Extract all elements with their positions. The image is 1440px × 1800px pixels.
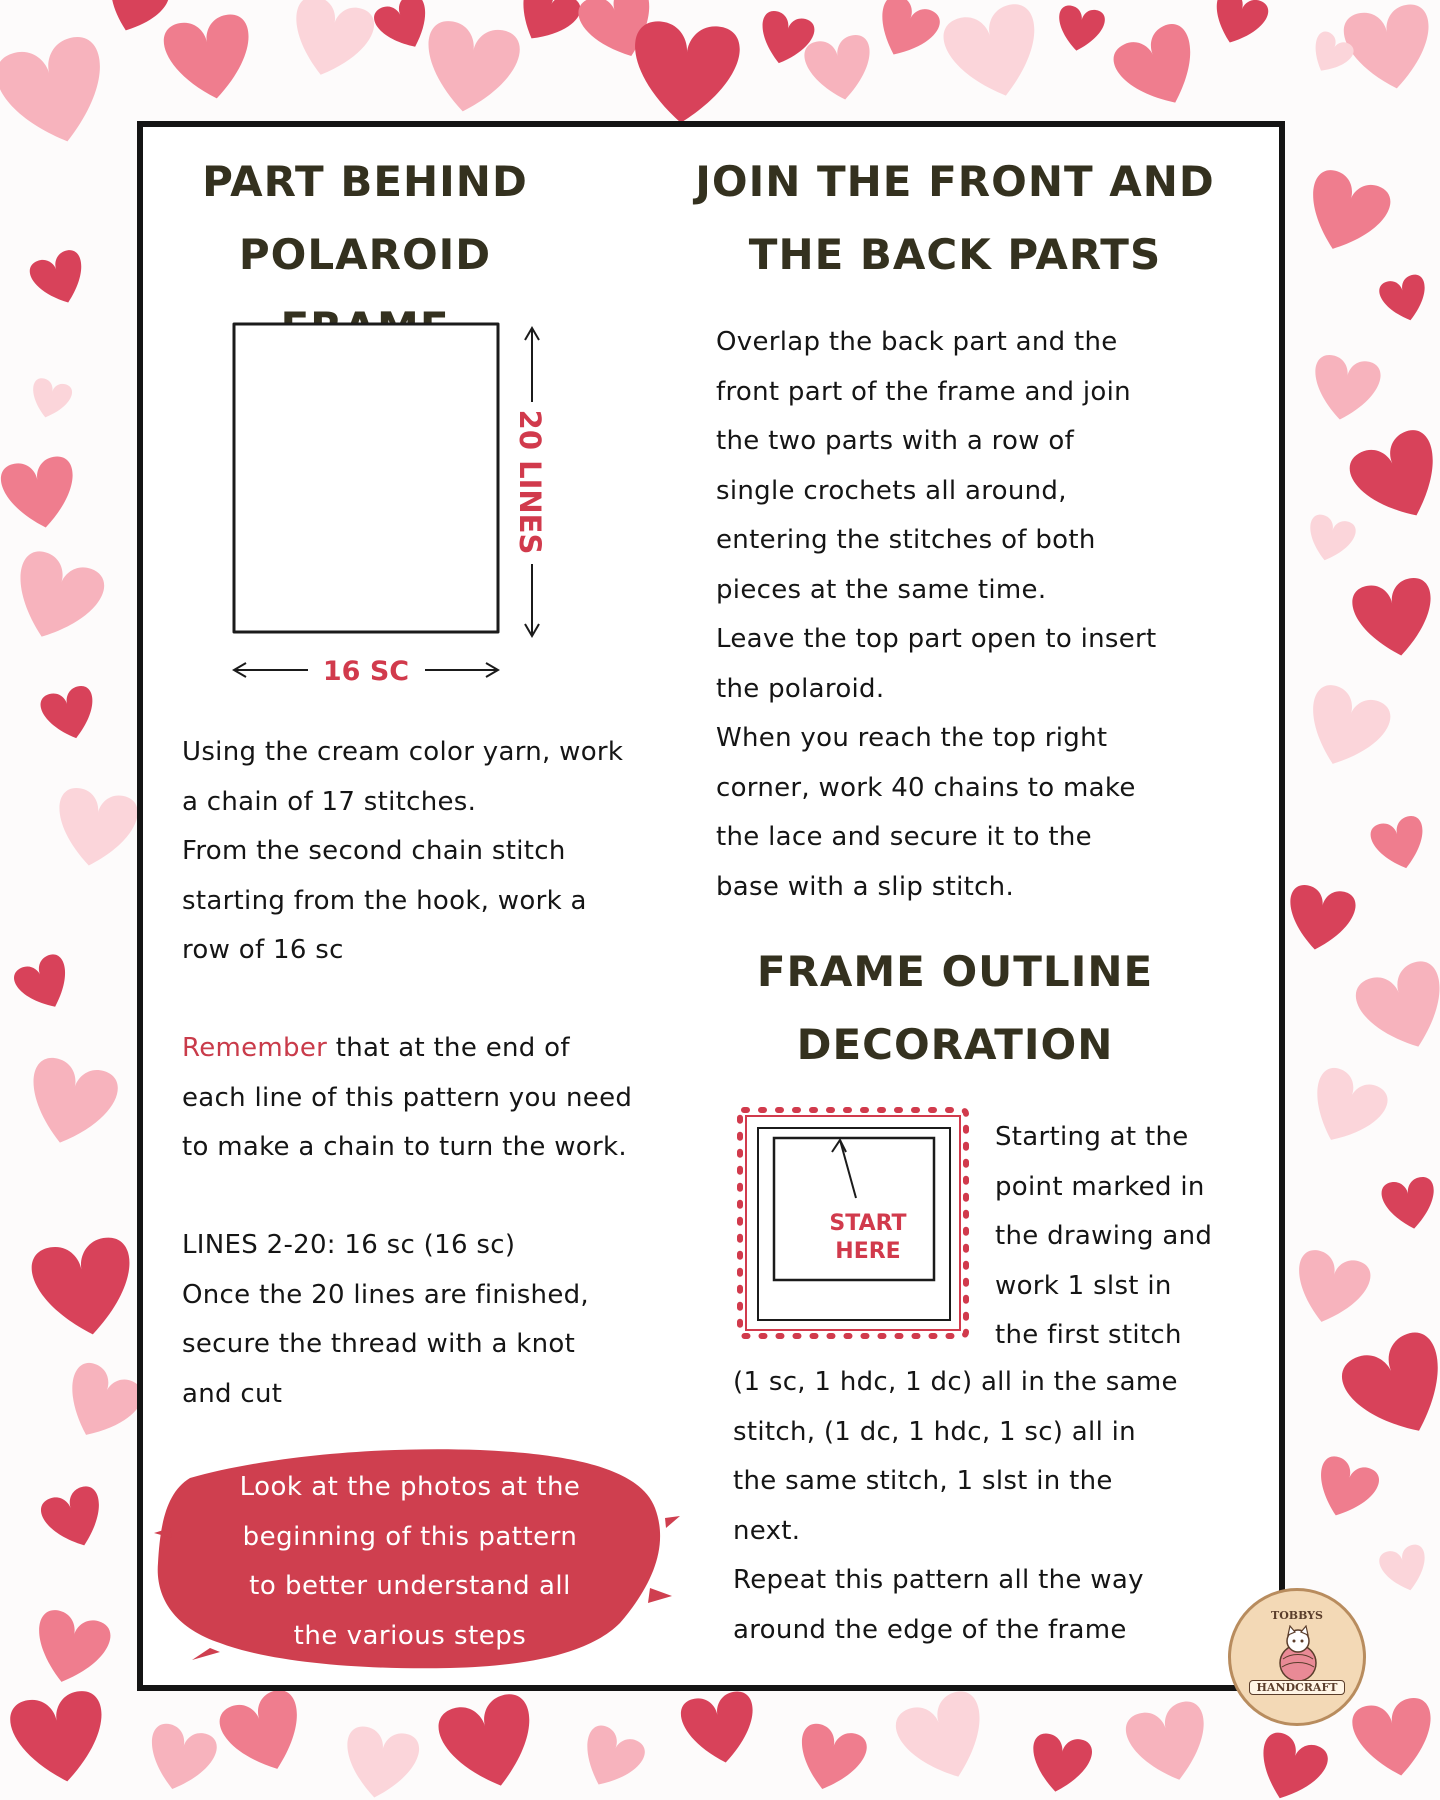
text-line: Look at the photos at the [239,1472,581,1502]
left-heading-line2: POLAROID [238,230,492,279]
heart-icon [0,454,81,534]
heart-icon [1341,2,1439,96]
heart-icon [50,785,140,872]
heart-icon [1296,680,1395,777]
heart-icon [215,1685,314,1782]
heart-icon [867,0,944,67]
text-line: the same stitch, 1 slst in the [733,1466,1113,1496]
text-line: When you reach the top right [716,723,1108,753]
remember-rest: that at the end of [327,1033,570,1063]
text-line: LINES 2-20: 16 sc (16 sc) [182,1230,516,1260]
text-line: to make a chain to turn the work. [182,1132,627,1162]
heart-icon [37,1483,111,1556]
width-label: 16 SC [322,656,410,687]
heart-icon [1350,575,1440,662]
remember-note [182,1024,702,1173]
heart-icon [1283,883,1358,955]
text-line: next. [733,1515,801,1546]
text-line: pieces at the same time. [716,574,1047,605]
decoration-heading-line2: DECORATION [796,1020,1114,1069]
heart-icon [370,0,438,58]
height-label: 20 LINES [513,409,547,555]
text-line: starting from the hook, work a [182,885,587,916]
heart-icon [1351,956,1440,1061]
heart-icon [1302,512,1358,566]
heart-icon [791,1721,870,1798]
heart-icon [10,951,78,1018]
heart-icon [1122,1698,1217,1790]
text-line: entering the stitches of both [716,525,1096,555]
heart-icon [1287,1247,1374,1332]
right-heading-line2: THE BACK PARTS [748,230,1162,279]
text-line: (1 sc, 1 hdc, 1 dc) all in the same [733,1367,1178,1397]
heart-icon [28,1234,141,1343]
logo-top-text: TOBBYS [1271,1609,1323,1622]
text-line: work 1 slst in [995,1270,1172,1301]
text-line: Starting at the [995,1122,1189,1152]
heart-icon [1205,0,1271,52]
logo-bottom-text: HANDCRAFT [1249,1680,1345,1695]
heart-icon [339,1724,422,1800]
heart-icon [1108,19,1211,120]
heart-icon [1380,1175,1440,1233]
heart-icon [0,32,118,155]
heart-icon [1054,4,1107,55]
text-line [182,1024,702,1074]
text-line: and cut [182,1378,283,1409]
text-line: Leave the top part open to insert [716,624,1157,654]
decoration-side-text [995,1113,1265,1361]
heart-icon [283,0,378,85]
heart-icon [7,1688,112,1789]
text-line: base with a slip stitch. [716,871,1015,902]
remember-highlight: Remember [182,1033,328,1063]
yarn-cat-icon [1265,1625,1331,1685]
text-line: each line of this pattern you need [182,1082,633,1113]
text-line: Using the cream color yarn, work [182,737,624,767]
text-line: From the second chain stitch [182,836,566,866]
heart-icon [1249,1729,1332,1800]
text-line: to better understand all [249,1571,571,1601]
text-line: the drawing and [995,1221,1213,1251]
text-line: the various steps [293,1620,527,1651]
heart-icon [1026,1732,1094,1797]
heart-icon [1377,272,1433,326]
text-line: secure the thread with a knot [182,1329,576,1359]
text-line: a chain of 17 stitches. [182,786,477,817]
frame-outline-diagram [730,1100,980,1348]
heart-icon [1308,353,1383,425]
heart-icon [1335,1326,1440,1452]
heart-icon [939,0,1050,107]
heart-icon [891,1686,999,1791]
heart-icon [141,1721,220,1798]
text-line: the first stitch [995,1320,1182,1350]
heart-icon [678,1689,761,1769]
decoration-instructions [733,1358,1263,1655]
heart-icon [19,1054,122,1154]
heart-icon [418,18,523,119]
heart-icon [27,1607,114,1692]
decoration-heading [710,935,1200,1081]
join-instructions [716,318,1256,912]
right-heading-line1: JOIN THE FRONT AND [695,157,1215,206]
heart-icon [1344,424,1440,533]
heart-icon [1368,813,1431,874]
start-label-line2: HERE [835,1239,901,1264]
heart-icon [629,19,742,127]
left-instructions [182,728,702,976]
callout-text [188,1463,632,1661]
back-part-rectangle [234,324,498,632]
back-part-diagram [220,310,565,690]
heart-icon [26,376,74,422]
right-heading [690,145,1220,291]
heart-icon [53,1358,147,1450]
heart-icon [802,33,877,105]
text-line: the polaroid. [716,673,885,704]
lines-instructions [182,1221,702,1419]
start-label-line1: START [829,1211,907,1236]
heart-icon [2,546,110,651]
heart-icon [1350,1695,1440,1782]
text-line: Once the 20 lines are finished, [182,1279,589,1310]
text-line: the lace and secure it to the [716,822,1092,852]
heart-icon [38,683,101,744]
heart-icon [161,12,259,106]
text-line: stitch, (1 dc, 1 hdc, 1 sc) all in [733,1416,1136,1447]
text-line: around the edge of the frame [733,1614,1127,1645]
heart-icon [1377,1542,1433,1596]
text-line: Repeat this pattern all the way [733,1565,1144,1595]
text-line: front part of the frame and join [716,376,1131,407]
text-line: point marked in [995,1171,1205,1202]
heart-icon [27,247,93,312]
heart-icon [434,1690,545,1798]
text-line: single crochets all around, [716,475,1067,506]
text-line: row of 16 sc [182,935,344,965]
heart-icon [1296,165,1395,262]
text-line: beginning of this pattern [242,1521,578,1552]
decoration-heading-line1: FRAME OUTLINE [756,947,1154,996]
text-line: Overlap the back part and the [716,327,1118,357]
heart-icon [98,0,172,40]
heart-icon [1298,1063,1392,1155]
text-line: corner, work 40 chains to make [716,772,1136,803]
brand-logo [1228,1588,1366,1726]
text-line: the two parts with a row of [716,426,1075,456]
left-heading-line1: PART BEHIND [202,157,528,206]
heart-icon [1308,1453,1382,1526]
heart-icon [572,1721,649,1796]
